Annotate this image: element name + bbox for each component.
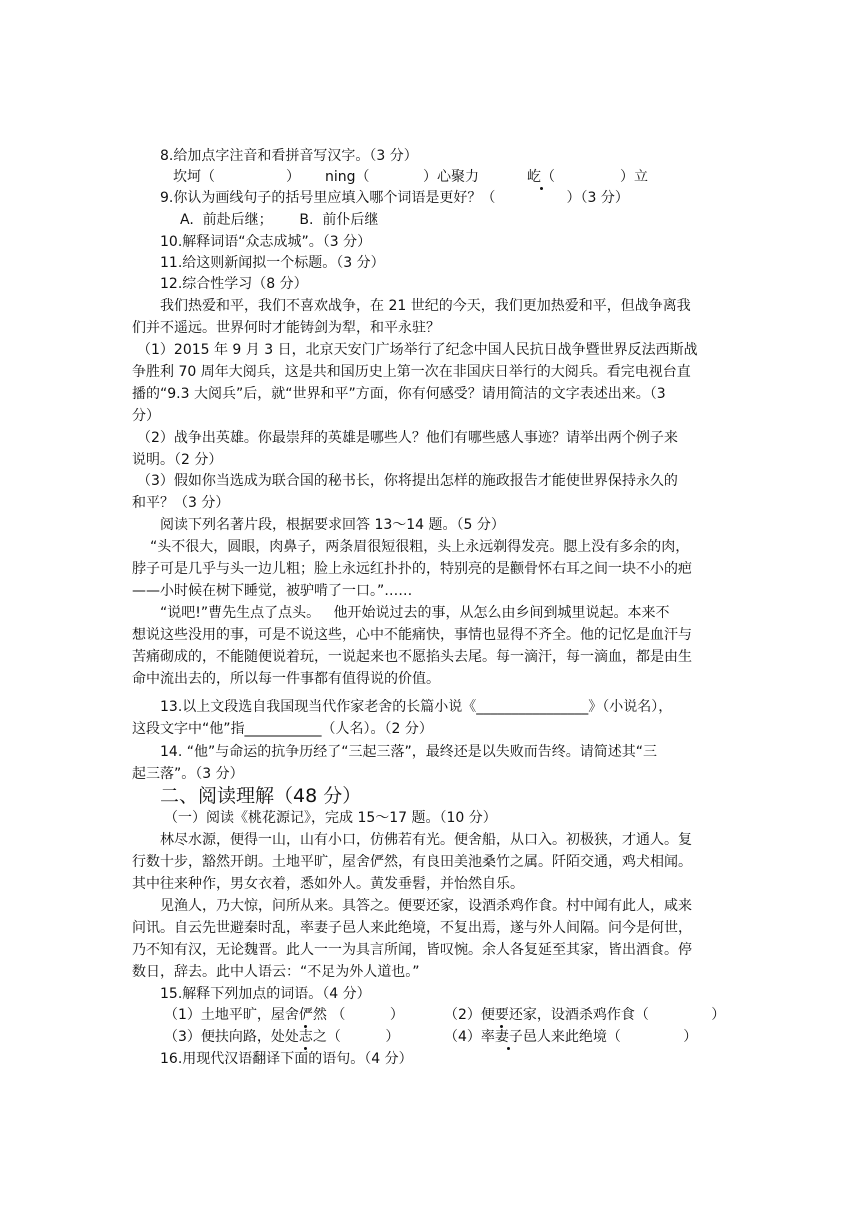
novel-a-line1: “头不很大，圆眼，肉鼻子，两条眉很短很粗，头上永远剃得发亮。腮上没有多余的肉， — [150, 539, 690, 555]
section2-sub: （一）阅读《桃花源记》，完成 15～17 题。（10 分） — [164, 810, 497, 826]
q12-p2-line2: 说明。（2 分） — [132, 452, 223, 468]
q12-intro-line1: 我们热爱和平，我们不喜欢战争，在 21 世纪的今天，我们更加热爱和平，但战争离我 — [160, 298, 691, 314]
q16-title: 16.用现代汉语翻译下面的语句。（4 分） — [160, 1051, 413, 1067]
q8-title: 8.给加点字注音和看拼音写汉字。（3 分） — [160, 148, 418, 164]
q15-item2: （2）便要还家，设酒杀鸡作食（ ） — [444, 1007, 726, 1023]
q14-line1: 14. “他”与命运的抗争历经了“三起三落”，最终还是以失败而告终。请简述其“三 — [160, 744, 657, 760]
q13-line2: 这段文字中“他”指___________（人名）。（2 分） — [132, 721, 433, 737]
q15-item4: （4）率妻子邑人来此绝境（ ） — [444, 1029, 698, 1045]
novel-b-line1: “说吧!”曹先生点了点头。 他开始说过去的事，从怎么由乡间到城里说起。本来不 — [160, 605, 670, 621]
novel-a-line2: 脖子可是几乎与头一边儿粗；脸上永远红扑扑的，特别亮的是颧骨怀右耳之间一块不小的疤 — [132, 561, 692, 577]
q12-p2-line1: （2）战争出英雄。你最崇拜的英雄是哪些人？他们有哪些感人事迹？请举出两个例子来 — [137, 430, 678, 446]
q12-p1-line1: （1）2015 年 9 月 3 日，北京天安门广场举行了纪念中国人民抗日战争暨世界反法西斯战 — [137, 342, 698, 358]
taohua-p1-line1: 林尽水源，便得一山，山有小口，仿佛若有光。便舍船，从口入。初极狭，才通人。复 — [160, 832, 692, 848]
taohua-p2-line1: 见渔人，乃大惊，问所从来。具答之。便要还家，设酒杀鸡作食。村中闻有此人，咸来 — [160, 898, 692, 914]
taohua-p2-line2: 问讯。自云先世避秦时乱，率妻子邑人来此绝境，不复出焉，遂与外人间隔。问今是何世， — [132, 920, 692, 936]
q13-line1: 13.以上文段选自我国现当代作家老舍的长篇小说《________________》（小说名）， — [160, 699, 673, 715]
novel-b-line2: 想说这些没用的事，可是不说这些，心中不能痛快，事情也显得不齐全。他的记忆是血汗与 — [132, 627, 692, 643]
q12-p3-line2: 和平？（3 分） — [132, 495, 230, 511]
section2-heading: 二、阅读理解（48 分） — [160, 785, 362, 807]
q15-item3: （3）便扶向路，处处志之（ ） — [164, 1029, 400, 1045]
q8-item-kanke: 坎坷（ — [173, 169, 215, 185]
q12-p1-line4: 分） — [132, 408, 160, 424]
q12-title: 12.综合性学习（8 分） — [160, 276, 308, 292]
q9-title: 9.你认为画线句子的括号里应填入哪个词语是更好？（ ）（3 分） — [160, 190, 629, 206]
taohua-p2-line4: 数日，辞去。此中人语云：“不足为外人道也。” — [132, 964, 420, 980]
q8-paren-close: ） — [286, 169, 300, 185]
q9-options: A. 前赴后继； B. 前仆后继 — [180, 212, 379, 228]
novel-b-line3: 苦痛砌成的，不能随便说着玩，一说起来也不愿掐头去尾。每一滴汗，每一滴血，都是由生 — [132, 649, 692, 665]
q12-intro-line2: 们并不遥远。世界何时才能铸剑为犁，和平永驻？ — [132, 320, 440, 336]
novel-a-line3: ——小时候在树下睡觉，被驴啃了一口。”…… — [132, 583, 413, 599]
q8-item-yi: 屹（ — [527, 169, 555, 185]
q11: 11.给这则新闻拟一个标题。（3 分） — [160, 255, 385, 271]
taohua-p2-line3: 乃不知有汉，无论魏晋。此人一一为具言所闻，皆叹惋。余人各复延至其家，皆出酒食。停 — [132, 942, 692, 958]
novel-intro: 阅读下列名著片段，根据要求回答 13～14 题。（5 分） — [160, 517, 505, 533]
q14-line2: 起三落”。（3 分） — [132, 766, 244, 782]
taohua-p1-line2: 行数十步，豁然开朗。土地平旷，屋舍俨然，有良田美池桑竹之属。阡陌交通，鸡犬相闻。 — [132, 854, 692, 870]
q8-item-li: ）立 — [620, 169, 648, 185]
q15-title: 15.解释下列加点的词语。（4 分） — [160, 986, 371, 1002]
q12-p1-line2: 争胜利 70 周年大阅兵，这是共和国历史上第一次在非国庆日举行的大阅兵。看完电视台直 — [132, 364, 691, 380]
q15-item1: （1）土地平旷，屋舍俨然 （ ） — [164, 1007, 404, 1023]
q12-p1-line3: 播的“9.3 大阅兵”后，就“世界和平”方面，你有何感受？请用简洁的文字表述出来。（3 — [132, 386, 666, 402]
taohua-p1-line3: 其中往来种作，男女衣着，悉如外人。黄发垂髫，并怡然自乐。 — [132, 876, 524, 892]
novel-b-line4: 命中流出去的，所以每一件事都有值得说的价值。 — [132, 671, 440, 687]
q12-p3-line1: （3）假如你当选成为联合国的秘书长，你将提出怎样的施政报告才能使世界保持永久的 — [137, 473, 678, 489]
q8-item-xinjuli: ）心聚力 — [423, 169, 479, 185]
q10: 10.解释词语“众志成城”。（3 分） — [160, 234, 372, 250]
q8-item-ning: ning（ — [325, 169, 370, 185]
